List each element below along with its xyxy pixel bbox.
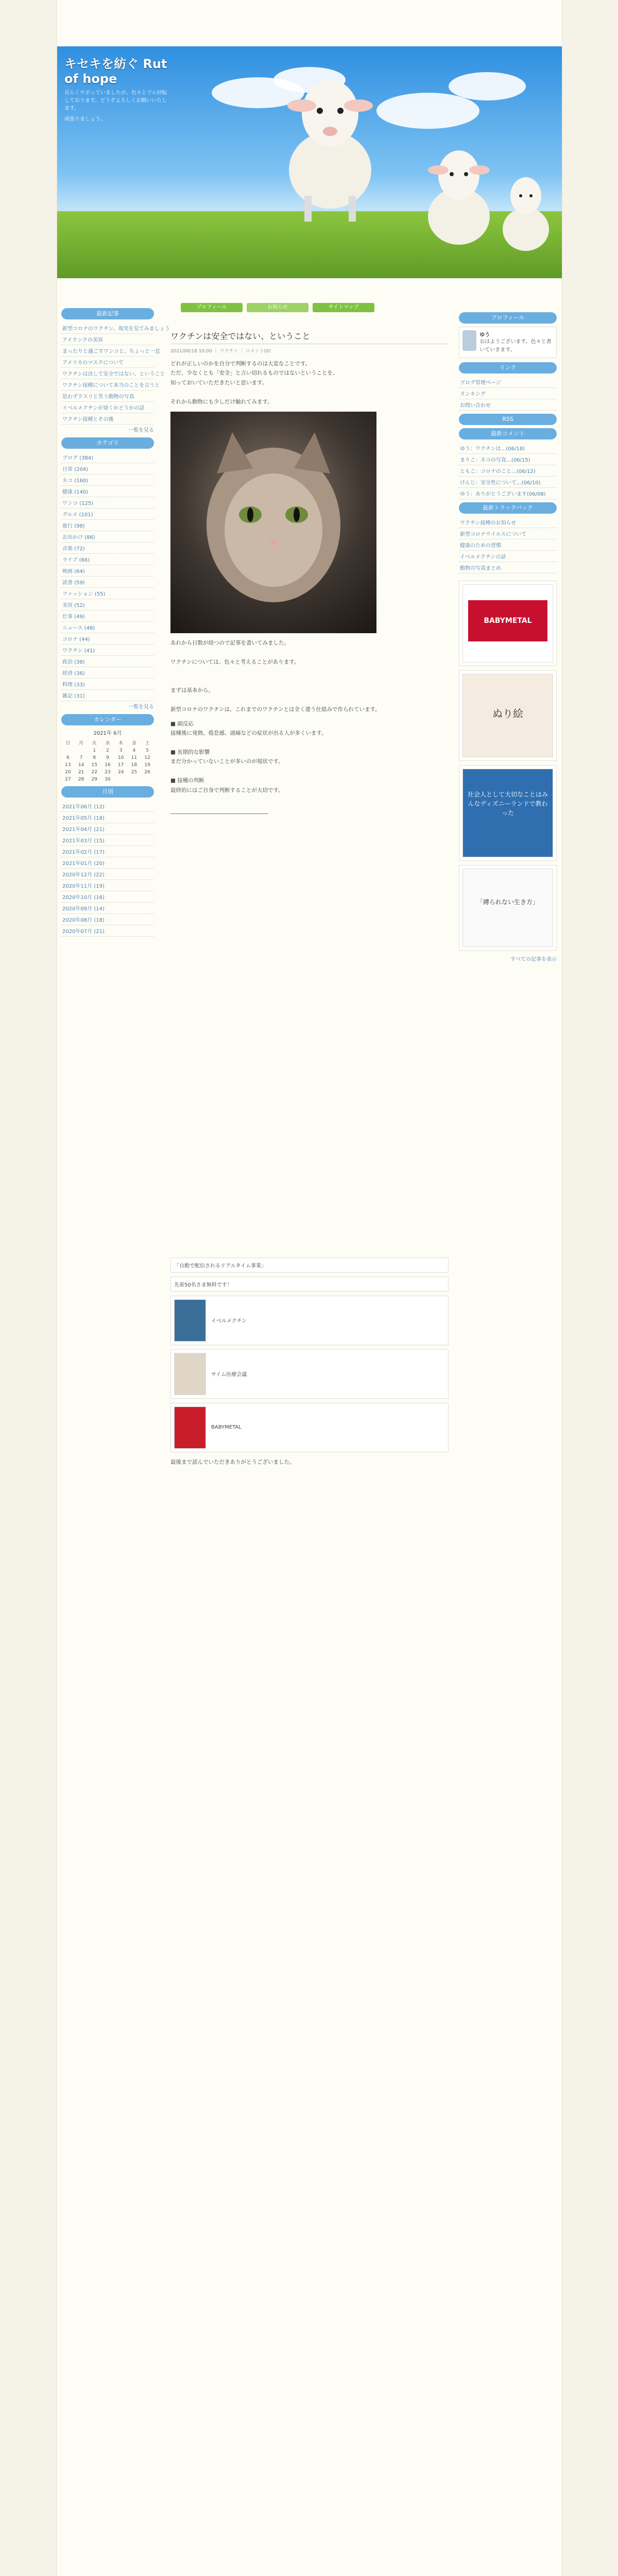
link-item[interactable]: お問い合わせ (459, 399, 557, 411)
archive-item[interactable]: 2021年04月 (21) (61, 823, 154, 835)
comment-item[interactable]: ともこ：コロナのこと…(06/12) (459, 465, 557, 477)
recent-item[interactable]: イベルメクチンが効くかどうかの話 (61, 402, 154, 413)
archive-item[interactable]: 2021年06月 (12) (61, 801, 154, 812)
post-body-spacer (170, 800, 449, 1253)
recent-item[interactable]: ワクチン接種とその後 (61, 413, 154, 425)
trackback-item[interactable]: 健康のための習慣 (459, 539, 557, 551)
category-more-link[interactable]: 一覧を見る (128, 704, 154, 710)
calendar-heading: カレンダー (61, 714, 154, 725)
top-nav (181, 303, 438, 312)
category-item[interactable]: 雑記 (31) (61, 690, 154, 701)
shibarare-cover[interactable]: 「縛られない生き方」 (476, 899, 539, 906)
archive-item[interactable]: 2021年03月 (15) (61, 835, 154, 846)
book-title[interactable]: サイム医療会議 (211, 1372, 247, 1378)
footer-note: 最後まで読んでいただきありがとうございました。 (170, 1459, 295, 1465)
profile-name[interactable]: ゆう (479, 332, 490, 338)
profile-box (459, 327, 557, 358)
post-body-1: どれが正しいのかを自分で判断するのは大変なことです。 ただ、少なくとも「安全」と言い切れるものではないということを、 知っておいていただきたいと思います。 それから動物にも少しだけ触れてみます。 (170, 361, 338, 405)
category-heading: カテゴリ (61, 437, 154, 449)
recent-item[interactable]: 新型コロナのワクチン、現実を見てみましょう (61, 323, 154, 334)
archive-item[interactable]: 2021年02月 (17) (61, 846, 154, 857)
book-cover[interactable] (174, 1353, 206, 1395)
recent-item[interactable]: ワクチンは決して安全ではない、ということ (61, 368, 154, 379)
link-item[interactable]: ランキング (459, 388, 557, 399)
recent-item[interactable]: アメリカのマスクについて (61, 357, 154, 368)
nav-news[interactable]: お知らせ (247, 303, 308, 312)
archive-item[interactable]: 2020年09月 (14) (61, 903, 154, 914)
category-item[interactable]: グルメ (101) (61, 509, 154, 520)
category-item[interactable]: 美容 (52) (61, 599, 154, 611)
category-item[interactable]: 仕事 (49) (61, 611, 154, 622)
book-title[interactable]: イベルメクチン (211, 1318, 247, 1325)
trackback-list (459, 517, 557, 573)
post-body-continued: ────────────────────────────── (170, 811, 268, 818)
archive-item[interactable]: 2021年01月 (20) (61, 857, 154, 869)
link-heading: リンク (459, 362, 557, 374)
category-item[interactable]: お出かけ (86) (61, 531, 154, 543)
site-subtitle-2: 頑張りましょう。 (64, 116, 106, 122)
post-title[interactable]: ワクチンは安全ではない、ということ (170, 330, 449, 344)
recent-list (61, 323, 170, 425)
archive-item[interactable]: 2020年11月 (19) (61, 880, 154, 891)
nurie-cover[interactable]: ぬり絵 (492, 707, 523, 720)
category-item[interactable]: 旅行 (98) (61, 520, 154, 531)
trackback-item[interactable]: 新型コロナウイルスについて (459, 528, 557, 539)
category-item[interactable]: 健康 (140) (61, 486, 154, 497)
link-list (459, 377, 557, 411)
comment-item[interactable]: ゆう：ありがとうございます(06/08) (459, 488, 557, 499)
rss-heading: RSS (459, 414, 557, 425)
archive-item[interactable]: 2020年07月 (21) (61, 925, 154, 937)
right-sidebar (459, 309, 557, 967)
archive-heading: 月別 (61, 786, 154, 798)
calendar-month: 2021年 6月 (93, 731, 122, 736)
category-item[interactable]: ブログ (384) (61, 452, 154, 463)
avatar[interactable] (462, 330, 476, 351)
book-ad[interactable] (170, 1296, 449, 1345)
recent-heading: 最新記事 (61, 308, 154, 319)
book-title[interactable]: BABYMETAL (211, 1425, 242, 1431)
calendar: 日 月 火 水 木 金 土 1 2 3 4 5 6 7 8 9 10 11 12 13 14 15 16 17 18 19 20 21 22 23 24 25 26 27 28 29 30 (65, 741, 150, 782)
link-item[interactable]: ブログ管理ページ (459, 377, 557, 388)
category-item[interactable]: ファッション (55) (61, 588, 154, 599)
category-item[interactable]: コロナ (44) (61, 633, 154, 645)
recent-item[interactable]: まったりと過ごすワンコと、ちょっと一息 (61, 345, 154, 357)
lamb-image (418, 134, 500, 252)
disney-cover[interactable]: 社会人として大切なことはみんなディズニーランドで教わった (467, 791, 548, 817)
category-item[interactable]: ワクチン (41) (61, 645, 154, 656)
post-meta: 2021/06/18 10:00 ｜ ワクチン ｜ コメント(0) (170, 349, 271, 354)
category-item[interactable]: 料理 (33) (61, 679, 154, 690)
page (57, 0, 562, 2576)
book-ad[interactable] (170, 1349, 449, 1399)
book-cover[interactable] (174, 1406, 206, 1449)
category-item[interactable]: 音楽 (72) (61, 543, 154, 554)
nav-profile[interactable]: プロフィール (181, 303, 243, 312)
archive-item[interactable]: 2021年05月 (18) (61, 812, 154, 823)
recent-item[interactable]: ワクチン接種について本当のことを言うと (61, 379, 154, 391)
book-box[interactable] (459, 670, 557, 761)
post-body-3: ■ 副反応 接種後に発熱、倦怠感、頭痛などの症状が出る人が多くいます。 ■ 長期的な影響 まだ分かっていないことが多いのが現状です。 ■ 接種の判断 最終的にはご自身で判断することが大切です。 (170, 720, 327, 793)
profile-text: おはようございます。色々と書いていきます。 (479, 339, 552, 353)
ad-banner[interactable] (170, 1258, 449, 1273)
lamb-image (495, 165, 557, 258)
left-sidebar (61, 305, 170, 937)
profile-heading: プロフィール (459, 312, 557, 324)
ad-red-text[interactable]: 先着50名さま無料です！ (170, 1277, 449, 1292)
recent-item[interactable]: アイランクの美容 (61, 334, 154, 345)
cat-photo (170, 412, 376, 633)
book-box[interactable] (459, 765, 557, 861)
category-item[interactable]: 日常 (204) (61, 463, 154, 474)
category-item[interactable]: ライブ (66) (61, 554, 154, 565)
comment-item[interactable]: まりこ：ネコの写真…(06/15) (459, 454, 557, 465)
category-list (61, 452, 154, 701)
comment-item[interactable]: けんじ：安全性について…(06/10) (459, 477, 557, 488)
trackback-item[interactable]: ワクチン接種のお知らせ (459, 517, 557, 528)
nav-sitemap[interactable]: サイトマップ (313, 303, 374, 312)
category-item[interactable]: 政治 (38) (61, 656, 154, 667)
site-title[interactable]: キセキを紡ぐ Rut of hope (64, 57, 167, 86)
header-banner (57, 46, 562, 278)
archive-list (61, 801, 154, 937)
lamb-image (273, 57, 387, 222)
category-item[interactable]: 経済 (36) (61, 667, 154, 679)
book-cover[interactable] (174, 1299, 206, 1342)
trackback-item[interactable]: イベルメクチンの話 (459, 551, 557, 562)
recent-more-link[interactable]: 一覧を見る (128, 428, 154, 433)
category-item[interactable]: ネコ (160) (61, 474, 154, 486)
main-content (170, 330, 449, 1472)
comments-list (459, 443, 557, 499)
category-item[interactable]: ワンコ (125) (61, 497, 154, 509)
recent-item[interactable]: 思わずクスリと笑う動物の写真 (61, 391, 154, 402)
book-box[interactable] (459, 581, 557, 666)
all-posts-link[interactable]: すべての記事を表示 (510, 957, 557, 962)
trackback-heading: 最新トラックバック (459, 502, 557, 514)
comments-heading: 最新コメント (459, 428, 557, 439)
post-body-2: あれから日数が経つので記事を書いてみました。 ワクチンについては、色々と考えることがあります。 まずは基本から。 新型コロナのワクチンは、これまでのワクチンとは全く違う仕組みで作られています。 (170, 639, 381, 713)
archive-item[interactable]: 2020年12月 (22) (61, 869, 154, 880)
book-ad[interactable] (170, 1403, 449, 1452)
site-subtitle: 長らくサボっていましたが、色々とフル回転しております。どうぞよろしくお願いいたします。 (64, 90, 167, 111)
comment-item[interactable]: ゆう：ワクチンは…(06/18) (459, 443, 557, 454)
category-item[interactable]: 読書 (59) (61, 577, 154, 588)
ad-text[interactable]: 「自動で配信されるリアルタイム事業」 (174, 1263, 266, 1269)
trackback-item[interactable]: 動物の写真まとめ (459, 562, 557, 573)
archive-item[interactable]: 2020年08月 (18) (61, 914, 154, 925)
babymetal-cover[interactable]: BABYMETAL (468, 600, 547, 641)
archive-item[interactable]: 2020年10月 (16) (61, 891, 154, 903)
category-item[interactable]: ニュース (48) (61, 622, 154, 633)
book-box[interactable] (459, 865, 557, 951)
category-item[interactable]: 映画 (64) (61, 565, 154, 577)
